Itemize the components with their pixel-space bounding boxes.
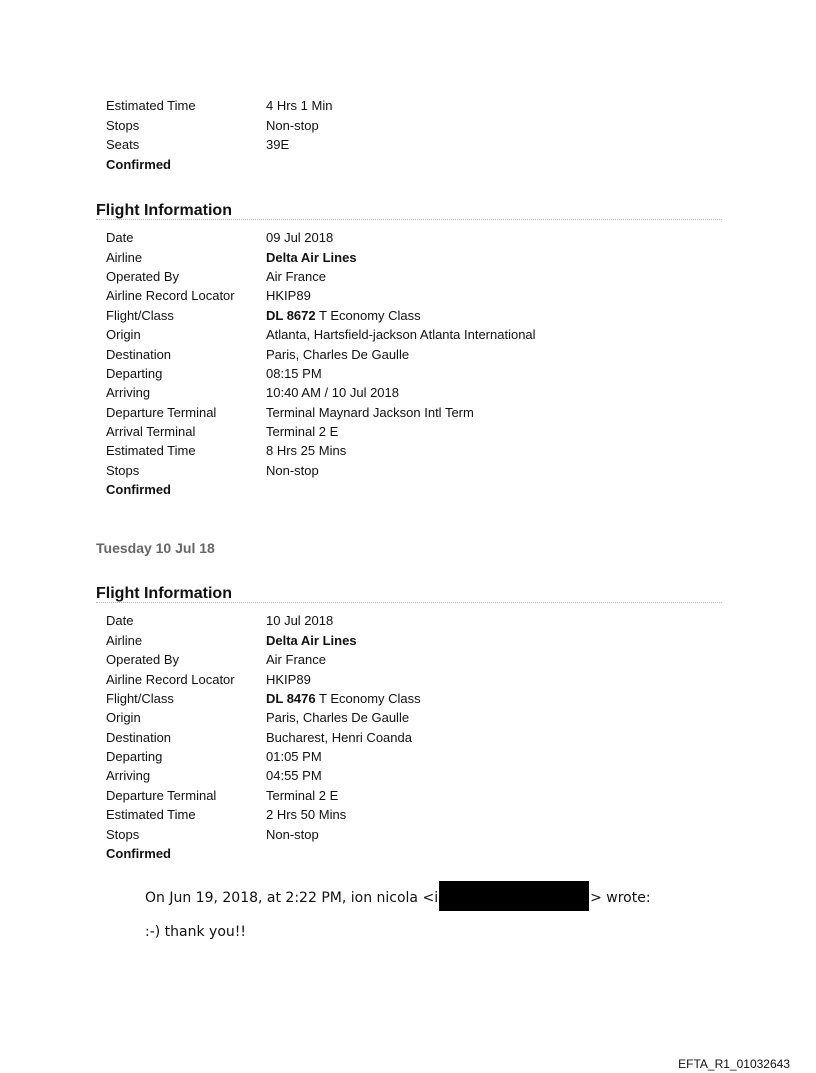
flight-number: DL 8476: [266, 691, 316, 706]
prev-status-confirmed: Confirmed: [106, 157, 171, 172]
field-value: 2 Hrs 50 Mins: [266, 807, 347, 822]
reply-header: [145, 883, 651, 913]
airline-name: Delta Air Lines: [266, 250, 357, 265]
field-label: Stops: [106, 463, 140, 478]
field-label: Departure Terminal: [106, 405, 217, 420]
field-label: Estimated Time: [106, 98, 196, 113]
field-label: Operated By: [106, 269, 179, 284]
field-value: 39E: [266, 137, 290, 152]
section-divider: [96, 219, 722, 220]
field-label: Estimated Time: [106, 807, 196, 822]
field-value: Terminal 2 E: [266, 788, 339, 803]
field-value: 09 Jul 2018: [266, 230, 334, 245]
field-value: Bucharest, Henri Coanda: [266, 730, 412, 745]
field-label: Seats: [106, 137, 140, 152]
field-value: Terminal 2 E: [266, 424, 339, 439]
field-label: Estimated Time: [106, 443, 196, 458]
field-label: Stops: [106, 827, 140, 842]
field-label: Arrival Terminal: [106, 424, 196, 439]
record-locator: HKIP89: [266, 288, 311, 303]
flight1-status-confirmed: Confirmed: [106, 482, 171, 497]
field-value: Atlanta, Hartsfield-jackson Atlanta International: [266, 327, 536, 342]
field-label: Departing: [106, 749, 163, 764]
field-label: Airline Record Locator: [106, 672, 235, 687]
flight2-status-confirmed: Confirmed: [106, 846, 171, 861]
field-value: 10:40 AM / 10 Jul 2018: [266, 385, 399, 400]
field-label: Arriving: [106, 385, 151, 400]
reply-body: :-) thank you!!: [145, 924, 247, 940]
field-label: Origin: [106, 327, 141, 342]
field-value: Air France: [266, 269, 326, 284]
field-label: Flight/Class: [106, 691, 174, 706]
field-value: 10 Jul 2018: [266, 613, 334, 628]
field-label: Airline Record Locator: [106, 288, 235, 303]
field-label: Departure Terminal: [106, 788, 217, 803]
field-label: Airline: [106, 633, 143, 648]
field-value: 8 Hrs 25 Mins: [266, 443, 347, 458]
field-value: 04:55 PM: [266, 768, 322, 783]
field-label: Date: [106, 230, 134, 245]
field-value: Non-stop: [266, 827, 319, 842]
field-label: Operated By: [106, 652, 179, 667]
document-id-footer: EFTA_R1_01032643: [678, 1057, 790, 1071]
field-label: Departing: [106, 366, 163, 381]
field-value: Non-stop: [266, 118, 319, 133]
flight-class-value: [266, 308, 421, 324]
reply-header-prefix: On Jun 19, 2018, at 2:22 PM, ion nicola <: [145, 890, 435, 906]
flight2-section-title: Flight Information: [96, 585, 232, 602]
field-label: Destination: [106, 730, 172, 745]
airline-name: Delta Air Lines: [266, 633, 357, 648]
field-value: 4 Hrs 1 Min: [266, 98, 333, 113]
day-heading: Tuesday 10 Jul 18: [96, 540, 215, 556]
flight-number: DL 8672: [266, 308, 316, 323]
field-value: Paris, Charles De Gaulle: [266, 710, 410, 725]
field-label: Arriving: [106, 768, 151, 783]
field-label: Date: [106, 613, 134, 628]
field-label: Origin: [106, 710, 141, 725]
record-locator: HKIP89: [266, 672, 311, 687]
flight1-section-title: Flight Information: [96, 202, 232, 219]
field-value: Air France: [266, 652, 326, 667]
field-value: Paris, Charles De Gaulle: [266, 347, 410, 362]
field-value: 08:15 PM: [266, 366, 322, 381]
redaction-box: [439, 881, 589, 911]
reply-email-fragment: i: [434, 890, 439, 906]
field-label: Stops: [106, 118, 140, 133]
reply-header-suffix: > wrote:: [590, 890, 651, 906]
field-label: Flight/Class: [106, 308, 174, 323]
field-value: Non-stop: [266, 463, 319, 478]
section-divider: [96, 602, 722, 603]
field-value: 01:05 PM: [266, 749, 322, 764]
field-label: Destination: [106, 347, 172, 362]
field-value: Terminal Maynard Jackson Intl Term: [266, 405, 474, 420]
cabin-class: T Economy Class: [319, 308, 421, 323]
flight-class-value: [266, 691, 421, 707]
field-label: Airline: [106, 250, 143, 265]
cabin-class: T Economy Class: [319, 691, 421, 706]
